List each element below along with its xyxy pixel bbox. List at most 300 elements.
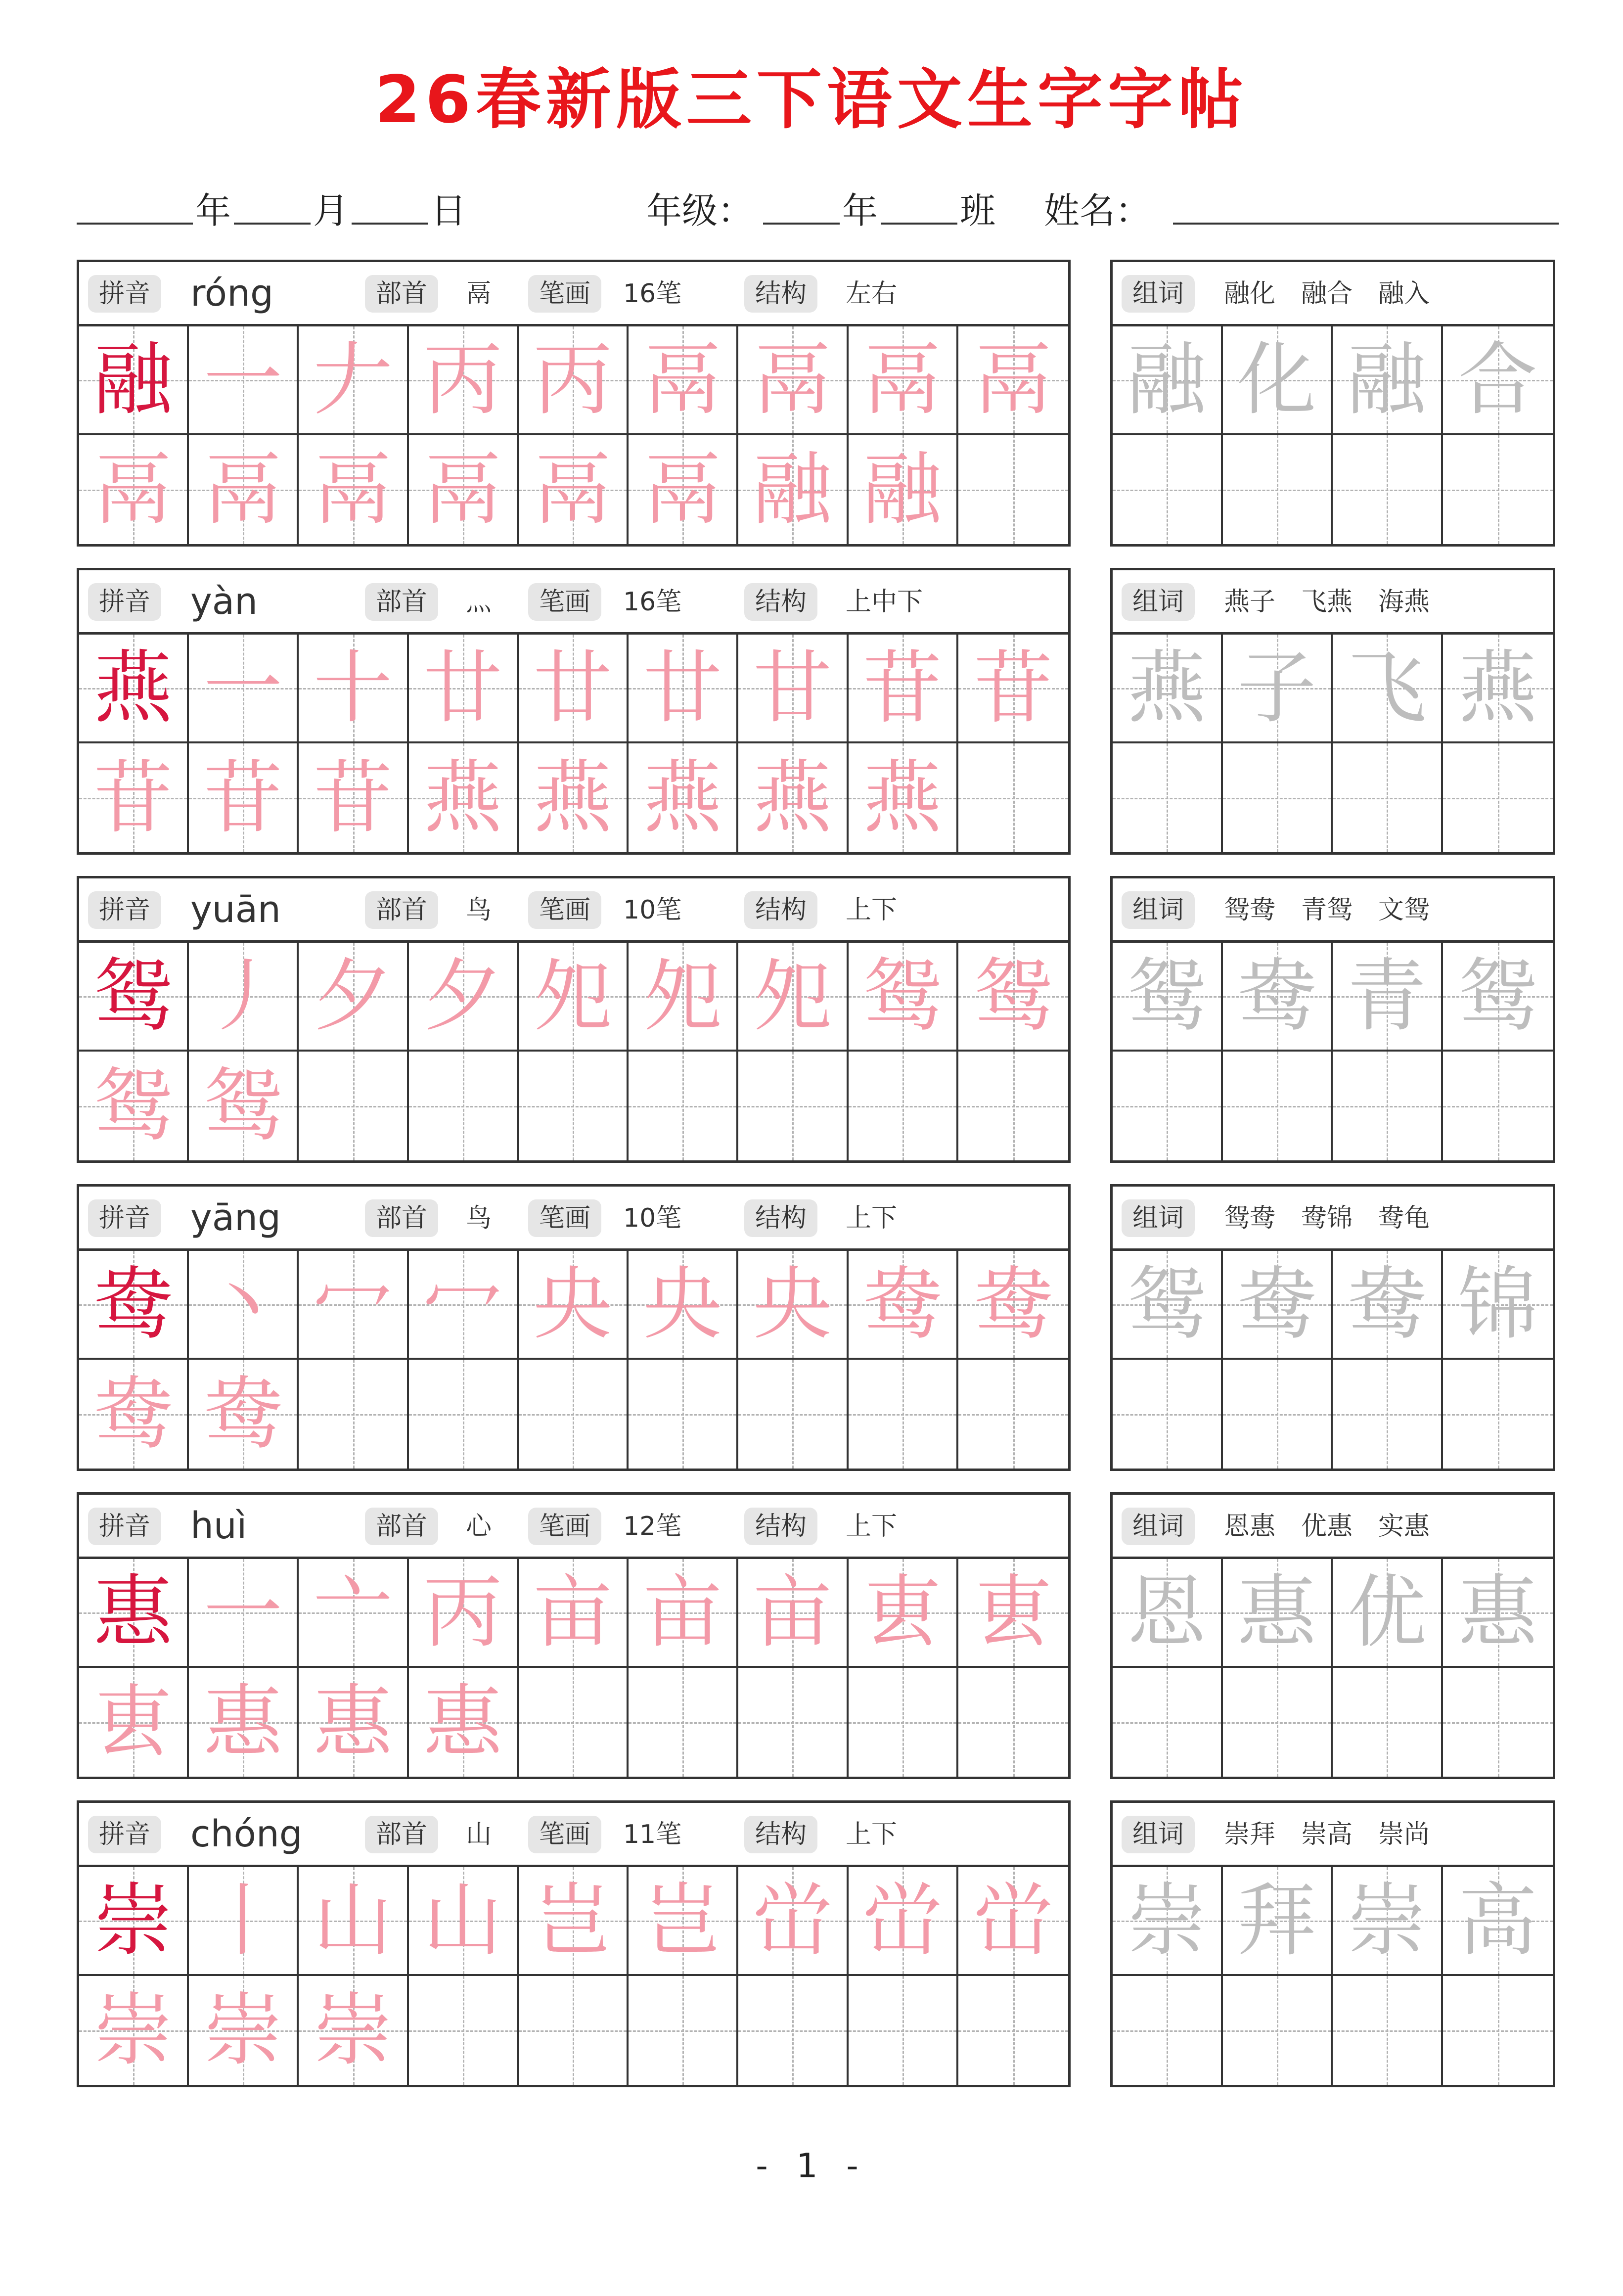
stroke-step-cell[interactable] (849, 635, 958, 743)
stroke-step-char (738, 943, 846, 1050)
word-practice-cell[interactable] (1113, 1976, 1223, 2085)
stroke-step-cell[interactable] (189, 435, 299, 544)
grade-year-label: 年 (842, 190, 878, 231)
stroke-step-cell[interactable] (299, 1559, 408, 1668)
stroke-step-cell[interactable] (849, 1360, 958, 1469)
stroke-step-char (629, 743, 736, 852)
words-value: 鸳鸯 鸯锦 鸯龟 (1224, 1203, 1430, 1233)
stroke-step-cell[interactable] (409, 1360, 519, 1469)
words-header (1110, 1800, 1555, 1865)
stroke-glyph: 夕 (423, 950, 502, 1042)
radical-label: 部首 (365, 1508, 438, 1545)
stroke-step-cell[interactable] (629, 1867, 738, 1976)
words-block (1110, 876, 1555, 1163)
word-practice-cell[interactable] (1223, 1251, 1333, 1360)
word-trace-char: 融 (1127, 333, 1207, 426)
word-practice-cell[interactable] (1223, 1976, 1333, 2085)
stroke-glyph: 一 (203, 1566, 283, 1658)
stroke-step-cell[interactable] (519, 435, 629, 544)
word-practice-cell[interactable] (1113, 1867, 1223, 1976)
stroke-step-cell[interactable] (299, 1251, 408, 1360)
stroke-step-cell[interactable] (299, 435, 408, 544)
stroke-step-cell[interactable] (629, 943, 738, 1052)
pinyin-value: yàn (190, 580, 258, 623)
words-value: 融化 融合 融入 (1224, 279, 1430, 309)
stroke-step-cell[interactable] (79, 1360, 189, 1469)
stroke-step-cell[interactable] (849, 326, 958, 435)
stroke-step-cell[interactable] (409, 435, 519, 544)
stroke-step-char (958, 1251, 1068, 1358)
page-title: 26春新版三下语文生字字帖 (375, 62, 1248, 138)
stroke-step-char (629, 435, 736, 544)
stroke-step-char (189, 326, 297, 433)
stroke-glyph: 山 (423, 1874, 502, 1967)
class-blank[interactable] (881, 178, 957, 225)
stroke-glyph: 苷 (862, 642, 942, 734)
radical-value: 鸟 (466, 895, 492, 925)
stroke-glyph: 崇 (313, 1984, 393, 2076)
stroke-step-cell[interactable] (519, 1976, 629, 2085)
stroke-step-cell[interactable] (189, 1360, 299, 1469)
char-info-header (77, 1800, 1071, 1865)
stroke-glyph: 廿 (423, 642, 502, 734)
stroke-step-char (958, 1559, 1068, 1666)
stroke-glyph: 融 (862, 443, 942, 536)
word-trace-char: 鸳 (1127, 1258, 1207, 1350)
word-practice-cell[interactable] (1333, 1668, 1443, 1777)
word-practice-cell[interactable] (1113, 326, 1223, 435)
words-block (1110, 1184, 1555, 1471)
word-trace-char: 合 (1458, 333, 1537, 426)
main-char-cell[interactable] (79, 1559, 189, 1668)
stroke-step-cell[interactable] (299, 1360, 408, 1469)
word-practice-cell[interactable] (1443, 943, 1553, 1052)
stroke-step-char (189, 1668, 297, 1777)
stroke-step-cell[interactable] (629, 1360, 738, 1469)
stroke-step-cell[interactable] (738, 1251, 848, 1360)
stroke-step-cell[interactable] (738, 435, 848, 544)
words-label: 组词 (1122, 583, 1195, 621)
stroke-step-cell[interactable] (629, 1251, 738, 1360)
stroke-glyph: 鸯 (203, 1368, 283, 1460)
stroke-step-cell[interactable] (299, 943, 408, 1052)
char-block (77, 1492, 1071, 1779)
word-practice-cell[interactable] (1223, 435, 1333, 544)
word-trace-char: 鸯 (1237, 1258, 1316, 1350)
stroke-step-cell[interactable] (409, 943, 519, 1052)
words-block (1110, 1800, 1555, 2087)
stroke-step-char (79, 435, 187, 544)
char-info-header (77, 1492, 1071, 1557)
structure-value: 上下 (846, 1203, 898, 1233)
stroke-step-cell[interactable] (189, 743, 299, 852)
word-practice-cell[interactable] (1443, 743, 1553, 852)
stroke-step-cell[interactable] (409, 1668, 519, 1777)
word-practice-cell[interactable] (1223, 635, 1333, 743)
stroke-step-char (409, 435, 517, 544)
stroke-glyph: 丙 (533, 333, 612, 426)
stroke-step-char (409, 743, 517, 852)
stroke-step-cell[interactable] (849, 1559, 958, 1668)
stroke-step-cell[interactable] (519, 1867, 629, 1976)
stroke-order-grid (77, 1865, 1071, 2087)
stroke-step-cell[interactable] (519, 1052, 629, 1160)
main-char-cell[interactable] (79, 326, 189, 435)
stroke-step-cell[interactable] (409, 1251, 519, 1360)
words-block (1110, 1492, 1555, 1779)
stroke-step-cell[interactable] (849, 1668, 958, 1777)
words-grid (1110, 632, 1555, 855)
pinyin-label: 拼音 (88, 1199, 161, 1237)
stroke-step-cell[interactable] (958, 943, 1068, 1052)
stroke-glyph: 惠 (203, 1676, 283, 1768)
stroke-step-cell[interactable] (738, 1976, 848, 2085)
strokes-value: 11笔 (623, 1820, 682, 1849)
stroke-step-cell[interactable] (79, 1052, 189, 1160)
stroke-step-char (849, 943, 956, 1050)
pinyin-label: 拼音 (88, 1508, 161, 1545)
stroke-step-cell[interactable] (519, 326, 629, 435)
word-practice-cell[interactable] (1333, 1052, 1443, 1160)
stroke-glyph: 亩 (533, 1566, 612, 1658)
words-block (1110, 568, 1555, 855)
stroke-glyph: 夗 (533, 950, 612, 1042)
stroke-glyph: 夗 (753, 950, 832, 1042)
word-practice-cell[interactable] (1113, 943, 1223, 1052)
word-practice-cell[interactable] (1333, 1976, 1443, 2085)
stroke-step-cell[interactable] (299, 743, 408, 852)
stroke-step-cell[interactable] (189, 1251, 299, 1360)
radical-value: 灬 (466, 587, 492, 617)
stroke-step-cell[interactable] (189, 943, 299, 1052)
stroke-step-cell[interactable] (958, 1668, 1068, 1777)
stroke-step-char (738, 1867, 846, 1974)
stroke-glyph: 𠂇 (313, 333, 393, 426)
stroke-step-cell[interactable] (409, 1867, 519, 1976)
radical-value: 鸟 (466, 1203, 492, 1233)
stroke-step-cell[interactable] (849, 1052, 958, 1160)
stroke-step-char (958, 1867, 1068, 1974)
stroke-step-cell[interactable] (738, 743, 848, 852)
stroke-step-cell[interactable] (958, 435, 1068, 544)
month-label: 月 (313, 190, 349, 231)
date-name-row (77, 178, 1560, 232)
stroke-step-cell[interactable] (409, 1559, 519, 1668)
word-practice-cell[interactable] (1223, 1360, 1333, 1469)
name-blank[interactable] (1173, 178, 1559, 225)
stroke-step-cell[interactable] (958, 1976, 1068, 2085)
strokes-value: 16笔 (623, 587, 682, 617)
pinyin-label: 拼音 (88, 1816, 161, 1853)
main-char-cell[interactable] (79, 1251, 189, 1360)
word-practice-cell[interactable] (1333, 743, 1443, 852)
stroke-step-char (519, 1867, 627, 1974)
stroke-step-char (79, 743, 187, 852)
stroke-step-char (409, 326, 517, 433)
stroke-step-cell[interactable] (958, 1559, 1068, 1668)
stroke-step-char (299, 326, 406, 433)
stroke-step-char (409, 1668, 517, 1777)
word-practice-cell[interactable] (1113, 1360, 1223, 1469)
words-header (1110, 1184, 1555, 1248)
word-practice-cell[interactable] (1443, 1360, 1553, 1469)
year-blank[interactable] (77, 178, 193, 225)
main-char: 惠 (93, 1566, 173, 1658)
stroke-step-cell[interactable] (738, 1867, 848, 1976)
structure-value: 上下 (846, 1820, 898, 1849)
stroke-step-cell[interactable] (629, 1976, 738, 2085)
stroke-step-cell[interactable] (849, 943, 958, 1052)
stroke-step-cell[interactable] (409, 635, 519, 743)
word-practice-cell[interactable] (1223, 943, 1333, 1052)
word-practice-cell[interactable] (1223, 743, 1333, 852)
stroke-step-char (849, 743, 956, 852)
strokes-value: 10笔 (623, 895, 682, 925)
stroke-order-grid (77, 940, 1071, 1163)
radical-label: 部首 (365, 1199, 438, 1237)
stroke-step-cell[interactable] (738, 1052, 848, 1160)
structure-value: 上下 (846, 1512, 898, 1541)
stroke-glyph: 冖 (423, 1258, 502, 1350)
stroke-step-cell[interactable] (519, 943, 629, 1052)
word-practice-cell[interactable] (1333, 635, 1443, 743)
word-practice-cell[interactable] (1333, 326, 1443, 435)
word-practice-cell[interactable] (1443, 635, 1553, 743)
stroke-step-char (849, 1251, 956, 1358)
stroke-glyph: 燕 (423, 751, 502, 844)
stroke-step-cell[interactable] (189, 635, 299, 743)
stroke-step-char (409, 635, 517, 741)
stroke-glyph: 鸯 (973, 1258, 1053, 1350)
stroke-step-cell[interactable] (409, 326, 519, 435)
stroke-step-cell[interactable] (409, 1052, 519, 1160)
pinyin-value: yuān (190, 888, 281, 931)
word-trace-char: 恩 (1127, 1566, 1207, 1658)
stroke-step-cell[interactable] (958, 1360, 1068, 1469)
stroke-step-cell[interactable] (519, 1251, 629, 1360)
year-label: 年 (195, 190, 231, 231)
stroke-step-cell[interactable] (79, 1668, 189, 1777)
words-label: 组词 (1122, 275, 1195, 313)
word-practice-cell[interactable] (1443, 1867, 1553, 1976)
word-practice-cell[interactable] (1333, 435, 1443, 544)
word-practice-cell[interactable] (1113, 1668, 1223, 1777)
stroke-step-char (189, 435, 297, 544)
word-practice-cell[interactable] (1113, 1559, 1223, 1668)
word-practice-cell[interactable] (1333, 1867, 1443, 1976)
stroke-order-grid (77, 324, 1071, 547)
main-char-cell[interactable] (79, 635, 189, 743)
word-practice-cell[interactable] (1443, 1976, 1553, 2085)
stroke-step-cell[interactable] (738, 943, 848, 1052)
word-practice-cell[interactable] (1223, 1052, 1333, 1160)
words-label: 组词 (1122, 1508, 1195, 1545)
stroke-glyph: 叀 (973, 1566, 1053, 1658)
stroke-step-cell[interactable] (958, 1867, 1068, 1976)
stroke-step-cell[interactable] (849, 1867, 958, 1976)
words-header (1110, 568, 1555, 632)
stroke-glyph: 鸳 (862, 950, 942, 1042)
stroke-step-cell[interactable] (738, 1559, 848, 1668)
stroke-step-cell[interactable] (738, 326, 848, 435)
stroke-step-cell[interactable] (849, 1976, 958, 2085)
word-practice-cell[interactable] (1223, 326, 1333, 435)
stroke-step-cell[interactable] (299, 1976, 408, 2085)
stroke-step-char (189, 1360, 297, 1469)
stroke-step-cell[interactable] (629, 743, 738, 852)
stroke-step-cell[interactable] (738, 1360, 848, 1469)
stroke-step-cell[interactable] (958, 635, 1068, 743)
stroke-step-cell[interactable] (409, 743, 519, 852)
main-char-cell[interactable] (79, 1867, 189, 1976)
stroke-step-char (299, 1559, 406, 1666)
word-practice-cell[interactable] (1333, 1251, 1443, 1360)
stroke-step-cell[interactable] (629, 1559, 738, 1668)
stroke-step-cell[interactable] (299, 635, 408, 743)
stroke-step-cell[interactable] (629, 1052, 738, 1160)
stroke-step-cell[interactable] (849, 435, 958, 544)
word-practice-cell[interactable] (1443, 1052, 1553, 1160)
stroke-step-cell[interactable] (519, 1668, 629, 1777)
radical-value: 鬲 (466, 279, 492, 309)
char-info-header (77, 876, 1071, 940)
stroke-step-cell[interactable] (189, 326, 299, 435)
stroke-step-char (299, 435, 406, 544)
word-trace-char: 惠 (1458, 1566, 1537, 1658)
word-practice-cell[interactable] (1443, 435, 1553, 544)
stroke-step-char (519, 943, 627, 1050)
stroke-step-cell[interactable] (299, 326, 408, 435)
word-practice-cell[interactable] (1113, 635, 1223, 743)
day-blank[interactable] (352, 178, 428, 225)
stroke-step-cell[interactable] (189, 1867, 299, 1976)
stroke-step-char (189, 635, 297, 741)
grade-year-blank[interactable] (763, 178, 840, 225)
char-block (77, 1800, 1071, 2087)
word-practice-cell[interactable] (1113, 1052, 1223, 1160)
stroke-step-cell[interactable] (958, 326, 1068, 435)
structure-label: 结构 (744, 1199, 817, 1237)
word-trace-char: 化 (1237, 333, 1316, 426)
stroke-step-cell[interactable] (519, 1360, 629, 1469)
main-char-cell[interactable] (79, 943, 189, 1052)
stroke-glyph: 夗 (643, 950, 722, 1042)
stroke-step-cell[interactable] (519, 1559, 629, 1668)
stroke-glyph: 亩 (643, 1566, 722, 1658)
stroke-step-cell[interactable] (79, 1976, 189, 2085)
stroke-step-cell[interactable] (958, 743, 1068, 852)
stroke-step-char (958, 943, 1068, 1050)
stroke-glyph: 一 (203, 333, 283, 426)
stroke-step-cell[interactable] (519, 635, 629, 743)
words-grid (1110, 940, 1555, 1163)
stroke-step-char (189, 1052, 297, 1160)
stroke-glyph: 峃 (862, 1874, 942, 1967)
stroke-step-cell[interactable] (189, 1559, 299, 1668)
stroke-step-cell[interactable] (629, 435, 738, 544)
stroke-step-cell[interactable] (849, 743, 958, 852)
stroke-step-char (299, 1867, 406, 1974)
stroke-step-cell[interactable] (299, 1668, 408, 1777)
stroke-step-cell[interactable] (738, 1668, 848, 1777)
radical-value: 山 (466, 1820, 492, 1849)
stroke-glyph: 一 (203, 642, 283, 734)
word-practice-cell[interactable] (1443, 326, 1553, 435)
stroke-step-cell[interactable] (738, 635, 848, 743)
stroke-glyph: 鬲 (643, 443, 722, 536)
stroke-step-char (738, 1559, 846, 1666)
word-practice-cell[interactable] (1223, 1668, 1333, 1777)
word-practice-cell[interactable] (1333, 1360, 1443, 1469)
stroke-step-cell[interactable] (409, 1976, 519, 2085)
name-label: 姓名： (1044, 190, 1151, 231)
stroke-step-char (189, 1251, 297, 1358)
words-value: 恩惠 优惠 实惠 (1224, 1512, 1430, 1541)
month-blank[interactable] (234, 178, 311, 225)
word-practice-cell[interactable] (1443, 1668, 1553, 1777)
word-practice-cell[interactable] (1223, 1559, 1333, 1668)
structure-label: 结构 (744, 1508, 817, 1545)
words-header (1110, 260, 1555, 324)
stroke-step-cell[interactable] (189, 1668, 299, 1777)
words-grid (1110, 1865, 1555, 2087)
word-practice-cell[interactable] (1333, 943, 1443, 1052)
stroke-step-cell[interactable] (299, 1052, 408, 1160)
word-practice-cell[interactable] (1113, 743, 1223, 852)
stroke-step-char (409, 943, 517, 1050)
stroke-glyph: 鸳 (93, 1059, 173, 1152)
strokes-value: 10笔 (623, 1203, 682, 1233)
stroke-glyph: 鸳 (973, 950, 1053, 1042)
stroke-step-cell[interactable] (189, 1052, 299, 1160)
stroke-glyph: 冖 (313, 1258, 393, 1350)
stroke-step-cell[interactable] (299, 1867, 408, 1976)
word-practice-cell[interactable] (1333, 1559, 1443, 1668)
stroke-step-cell[interactable] (79, 743, 189, 852)
stroke-step-cell[interactable] (958, 1251, 1068, 1360)
stroke-step-cell[interactable] (629, 1668, 738, 1777)
stroke-step-cell[interactable] (958, 1052, 1068, 1160)
word-practice-cell[interactable] (1223, 1867, 1333, 1976)
stroke-step-cell[interactable] (629, 635, 738, 743)
stroke-glyph: 苷 (313, 751, 393, 844)
words-grid (1110, 324, 1555, 547)
stroke-step-cell[interactable] (849, 1251, 958, 1360)
stroke-step-char (79, 1976, 187, 2085)
stroke-step-cell[interactable] (189, 1976, 299, 2085)
word-practice-cell[interactable] (1443, 1559, 1553, 1668)
stroke-glyph: 亠 (313, 1566, 393, 1658)
pinyin-value: chóng (190, 1813, 303, 1855)
stroke-step-cell[interactable] (519, 743, 629, 852)
stroke-step-cell[interactable] (629, 326, 738, 435)
word-practice-cell[interactable] (1443, 1251, 1553, 1360)
stroke-glyph: 亩 (753, 1566, 832, 1658)
words-header (1110, 1492, 1555, 1557)
stroke-glyph: 丙 (423, 1566, 502, 1658)
char-block (77, 876, 1071, 1163)
stroke-glyph: 惠 (423, 1676, 502, 1768)
stroke-step-char (519, 326, 627, 433)
stroke-step-cell[interactable] (79, 435, 189, 544)
stroke-glyph: 夕 (313, 950, 393, 1042)
word-practice-cell[interactable] (1113, 1251, 1223, 1360)
word-practice-cell[interactable] (1113, 435, 1223, 544)
stroke-glyph: 苷 (93, 751, 173, 844)
stroke-step-char (738, 1251, 846, 1358)
strokes-label: 笔画 (528, 583, 601, 621)
words-label: 组词 (1122, 1816, 1195, 1853)
